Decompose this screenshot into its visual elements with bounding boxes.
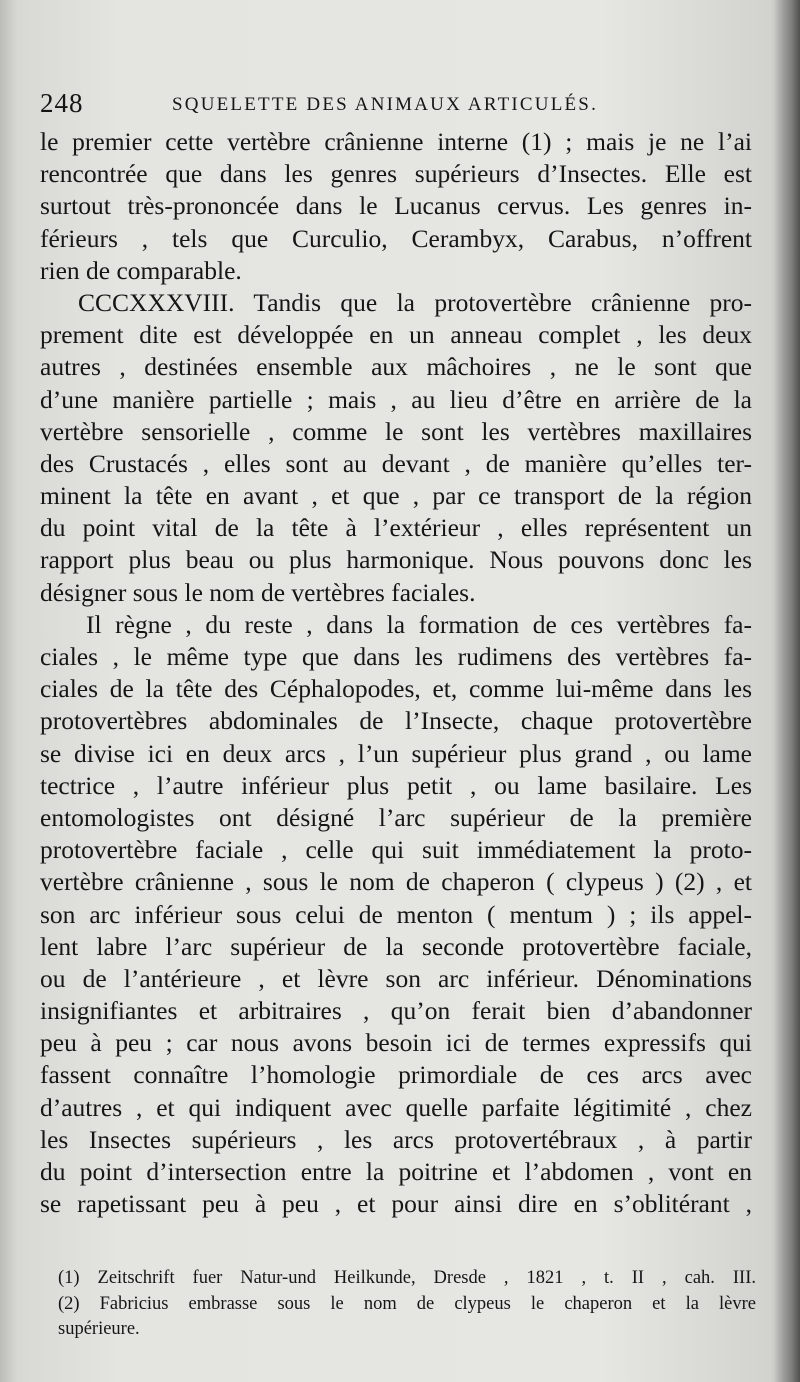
footnote-1: (1) Zeitschrift fuer Natur-und Heilkunde, Dresde , 1821 , t. II , cah. III.	[58, 1268, 756, 1288]
text-line: les Insectes supérieurs , les arcs protovertébraux , à partir	[40, 1124, 752, 1154]
text-line: ciales , le même type que dans les rudimens des vertèbres fa-	[40, 642, 752, 671]
page-number: 248	[40, 88, 84, 118]
text-line: protovertèbres abdominales de l’Insecte, chaque protovertèbre	[40, 706, 752, 736]
footnote-2: (2) Fabricius embrasse sous le nom de clypeus le chaperon et la lèvre	[58, 1293, 756, 1314]
text-line: protovertèbre faciale , celle qui suit immédiatement la proto-	[40, 835, 752, 865]
text-line: CCCXXXVIII. Tandis que la protovertèbre crânienne pro-	[78, 287, 752, 317]
footnote-2-continuation: supérieure.	[58, 1319, 140, 1339]
text-line: rien de comparable.	[40, 255, 242, 285]
text-line: lent labre l’arc supérieur de la seconde protovertèbre faciale,	[40, 931, 752, 961]
text-line: d’une manière partielle ; mais , au lieu d’être en arrière de la	[40, 384, 752, 414]
text-line: insignifiantes et arbitraires , qu’on ferait bien d’abandonner	[40, 996, 752, 1026]
text-line: prement dite est développée en un anneau complet , les deux	[40, 320, 752, 350]
text-line: vertèbre crânienne , sous le nom de chaperon ( clypeus ) (2) , et	[40, 867, 752, 897]
text-line: Il règne , du reste , dans la formation de ces vertèbres fa-	[86, 609, 752, 639]
text-line: vertèbre sensorielle , comme le sont les vertèbres maxillaires	[40, 416, 752, 446]
text-line: peu à peu ; car nous avons besoin ici de termes expressifs qui	[40, 1028, 752, 1058]
text-line: du point vital de la tête à l’extérieur , elles représentent un	[40, 513, 752, 543]
page-header	[40, 88, 750, 122]
text-line: rapport plus beau ou plus harmonique. Nous pouvons donc les	[40, 545, 752, 575]
text-line: autres , destinées ensemble aux mâchoires , ne le sont que	[40, 352, 752, 382]
text-line: son arc inférieur sous celui de menton ( mentum ) ; ils appel-	[40, 899, 752, 929]
text-line: le premier cette vertèbre crânienne interne (1) ; mais je ne l’ai	[40, 127, 752, 156]
text-line: désigner sous le nom de vertèbres faciales.	[40, 577, 476, 607]
body-text	[40, 126, 752, 1220]
text-line: tectrice , l’autre inférieur plus petit , ou lame basilaire. Les	[40, 770, 752, 800]
text-line: minent la tête en avant , et que , par ce transport de la région	[40, 481, 752, 511]
text-line: se divise ici en deux arcs , l’un supérieur plus grand , ou lame	[40, 738, 752, 768]
text-line: férieurs , tels que Curculio, Cerambyx, Carabus, n’offrent	[40, 223, 752, 253]
text-line: du point d’intersection entre la poitrine et l’abdomen , vont en	[40, 1157, 752, 1186]
footnotes	[44, 1266, 756, 1343]
text-line: surtout très-prononcée dans le Lucanus cervus. Les genres in-	[40, 191, 752, 221]
text-line: entomologistes ont désigné l’arc supérieur de la première	[40, 802, 752, 832]
running-title: SQUELETTE DES ANIMAUX ARTICULÉS.	[172, 94, 599, 115]
text-line: d’autres , et qui indiquent avec quelle parfaite légitimité , chez	[40, 1092, 752, 1122]
text-line: se rapetissant peu à peu , et pour ainsi dire en s’oblitérant ,	[40, 1189, 752, 1219]
text-line: rencontrée que dans les genres supérieurs d’Insectes. Elle est	[40, 159, 752, 189]
text-line: fassent connaître l’homologie primordiale de ces arcs avec	[40, 1060, 752, 1090]
text-line: ciales de la tête des Céphalopodes, et, comme lui-même dans les	[40, 674, 752, 704]
text-line: ou de l’antérieure , et lèvre son arc inférieur. Dénominations	[40, 963, 752, 993]
text-line: des Crustacés , elles sont au devant , de manière qu’elles ter-	[40, 448, 752, 478]
page-edge-shadow	[774, 0, 800, 1382]
